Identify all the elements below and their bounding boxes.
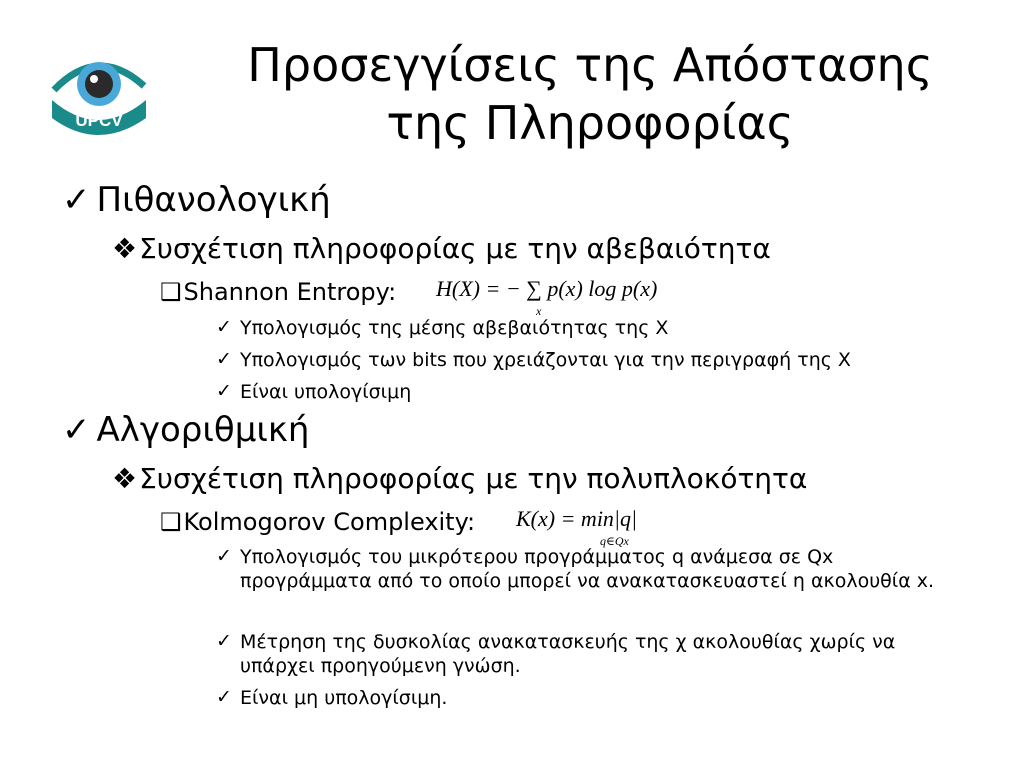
- four-diamond-icon: ❖: [112, 462, 138, 495]
- point-non-computable: ✓ Είναι μη υπολογίσιμη.: [216, 686, 448, 709]
- title-line-2: της Πληροφορίας: [386, 96, 794, 150]
- check-mark-icon: ✓: [62, 410, 91, 450]
- slide-title: [230, 36, 950, 152]
- point-mean-uncertainty: ✓ Υπολογισμός της μέσης αβεβαιότητας της X: [216, 316, 669, 339]
- concept-kolmogorov-complexity: ❑Kolmogorov Complexity:: [160, 508, 476, 536]
- section-heading-probabilistic: ✓ Πιθανολογική: [62, 180, 331, 220]
- small-check-icon: ✓: [216, 380, 232, 402]
- subheading-complexity: ❖Συσχέτιση πληροφορίας με την πολυπλοκότητα: [112, 462, 808, 495]
- concept-shannon-entropy: ❑Shannon Entropy:: [160, 278, 397, 306]
- check-mark-icon: ✓: [62, 180, 91, 220]
- small-check-icon: ✓: [216, 348, 232, 370]
- four-diamond-icon: ❖: [112, 232, 138, 265]
- hollow-square-icon: ❑: [160, 278, 182, 306]
- subheading-uncertainty: ❖Συσχέτιση πληροφορίας με την αβεβαιότητα: [112, 232, 771, 265]
- point-computable: ✓ Είναι υπολογίσιμη: [216, 380, 412, 403]
- small-check-icon: ✓: [216, 686, 232, 708]
- point-bits-required: ✓ Υπολογισμός των bits που χρειάζονται για την περιγραφή της X: [216, 348, 851, 371]
- small-check-icon: ✓: [216, 630, 232, 652]
- upcv-logo: [44, 48, 152, 148]
- logo-text: UPCV: [75, 111, 123, 130]
- point-shortest-program: ✓ Υπολογισμός του μικρότερου προγράμματος q ανάμεσα σε Qx προγράμματα από το οποίο μπορεί να ανακατασκευαστεί η ακολουθία x.: [216, 545, 935, 592]
- kolmogorov-formula: K(x) = min|q| q∈Qx: [516, 506, 638, 548]
- title-line-1: Προσεγγίσεις της Απόστασης: [247, 38, 933, 92]
- shannon-entropy-formula: H(X) = − ∑ p(x) log p(x) x: [436, 276, 658, 318]
- hollow-square-icon: ❑: [160, 508, 182, 536]
- section-heading-algorithmic: ✓ Αλγοριθμική: [62, 410, 310, 450]
- small-check-icon: ✓: [216, 545, 232, 567]
- point-reconstruction-difficulty: ✓ Μέτρηση της δυσκολίας ανακατασκευής της χ ακολουθίας χωρίς να υπάρχει προηγούμενη γνώση.: [216, 630, 896, 677]
- small-check-icon: ✓: [216, 316, 232, 338]
